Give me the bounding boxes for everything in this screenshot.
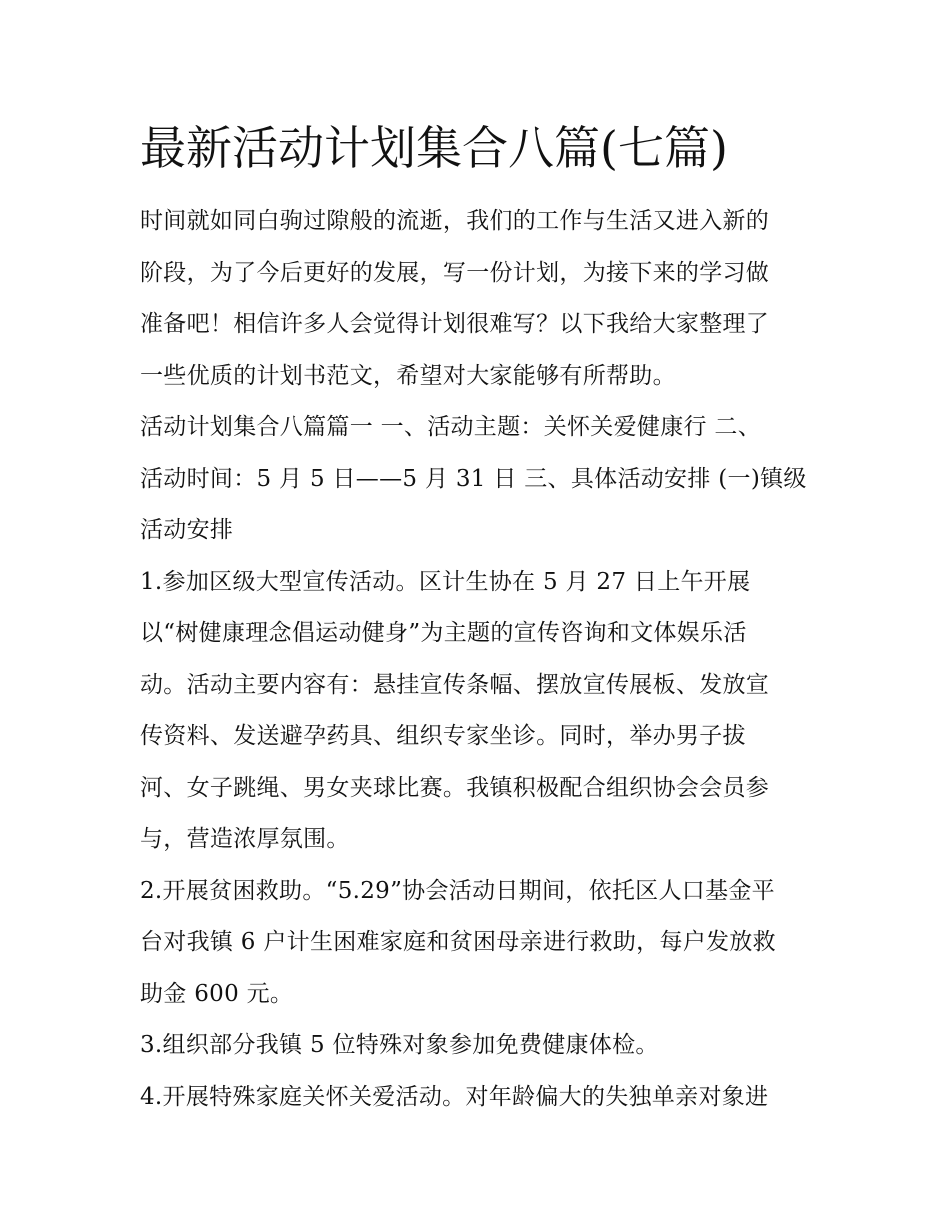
paragraph-line: 准备吧！相信许多人会觉得计划很难写？以下我给大家整理了 bbox=[140, 311, 770, 337]
paragraph-line: 活动计划集合八篇篇一 一、活动主题：关怀关爱健康行 二、 bbox=[140, 414, 762, 440]
paragraph-intro bbox=[140, 196, 820, 402]
paragraph-line: 动。活动主要内容有：悬挂宣传条幅、摆放宣传展板、发放宣 bbox=[140, 671, 770, 698]
document-title: 最新活动计划集合八篇(七篇) bbox=[140, 121, 728, 175]
paragraph-line: 传资料、发送避孕药具、组织专家坐诊。同时，举办男子拔 bbox=[140, 723, 746, 749]
paragraph-item-2 bbox=[140, 866, 820, 1021]
paragraph-line: 河、女子跳绳、男女夹球比赛。我镇积极配合组织协会会员参 bbox=[140, 774, 770, 801]
document-content bbox=[140, 110, 820, 1123]
paragraph-item-1 bbox=[140, 557, 820, 866]
paragraph-line: 与，营造浓厚氛围。 bbox=[140, 826, 350, 852]
paragraph-line: 1.参加区级大型宣传活动。区计生协在 5 月 27 日上午开展 bbox=[140, 568, 751, 595]
paragraph-line: 以“树健康理念倡运动健身”为主题的宣传咨询和文体娱乐活 bbox=[140, 620, 747, 646]
paragraph-section-one bbox=[140, 402, 820, 557]
paragraph-line: 助金 600 元。 bbox=[140, 980, 294, 1007]
paragraph-item-4 bbox=[140, 1072, 820, 1124]
paragraph-line: 阶段，为了今后更好的发展，写一份计划，为接下来的学习做 bbox=[140, 259, 770, 286]
paragraph-line: 一些优质的计划书范文，希望对大家能够有所帮助。 bbox=[140, 362, 676, 389]
paragraph-line: 活动时间：5 月 5 日——5 月 31 日 三、具体活动安排 (一)镇级 bbox=[140, 465, 807, 492]
paragraph-line: 2.开展贫困救助。“5.29”协会活动日期间，依托区人口基金平 bbox=[140, 877, 775, 904]
paragraph-line: 活动安排 bbox=[140, 517, 234, 543]
paragraph-line: 时间就如同白驹过隙般的流逝，我们的工作与生活又进入新的 bbox=[140, 208, 770, 234]
paragraph-line: 4.开展特殊家庭关怀关爱活动。对年龄偏大的失独单亲对象进 bbox=[140, 1083, 769, 1110]
paragraph-line: 台对我镇 6 户计生困难家庭和贫困母亲进行救助，每户发放救 bbox=[140, 929, 776, 955]
paragraph-line: 3.组织部分我镇 5 位特殊对象参加免费健康体检。 bbox=[140, 1032, 659, 1058]
paragraph-item-3 bbox=[140, 1020, 820, 1072]
